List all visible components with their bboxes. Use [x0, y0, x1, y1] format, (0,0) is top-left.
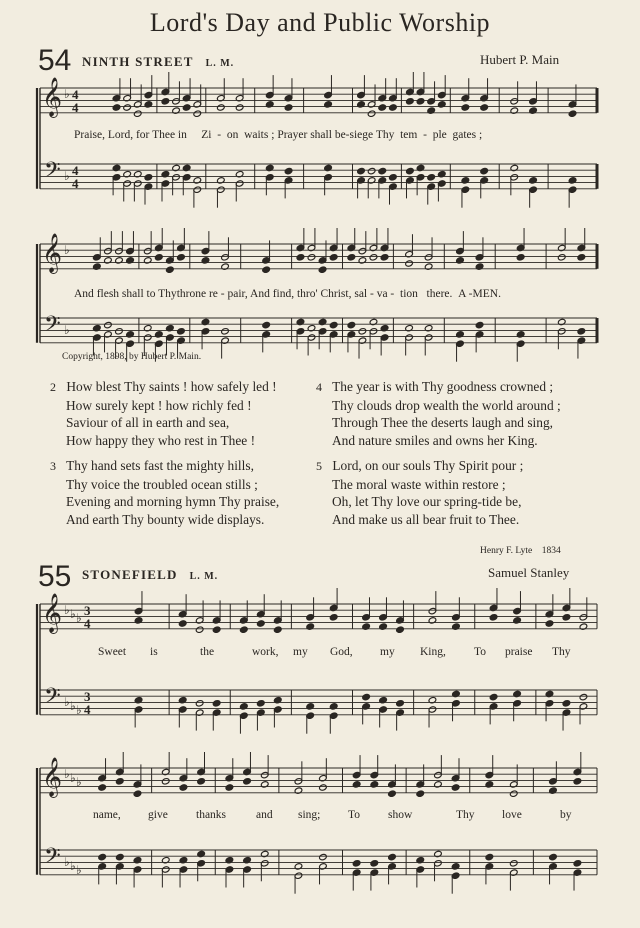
lyric-syllable: in: [177, 129, 187, 141]
stanza-4: [316, 378, 561, 449]
note-head: [166, 266, 175, 273]
note-head: [284, 104, 293, 111]
lyric-syllable: va -: [376, 288, 395, 300]
note-head: [144, 174, 153, 181]
lyric-syllable: Thee: [152, 129, 176, 141]
stanza-text: How blest Thy saints ! how safely led !: [66, 379, 277, 394]
lyric-syllable: Thy: [375, 129, 395, 141]
note-head: [257, 620, 266, 627]
note-head: [388, 853, 397, 860]
time-signature-top: 4: [72, 87, 79, 102]
flat-icon: ♭: [70, 607, 76, 621]
time-signature-bottom: 4: [84, 702, 91, 717]
note-head: [319, 784, 328, 791]
lyric-syllable: name,: [93, 809, 121, 821]
note-head: [133, 110, 142, 117]
hymn-54-meter: L. M.: [205, 58, 235, 69]
lyric-syllable: Thy: [158, 288, 177, 300]
note-head: [177, 254, 186, 261]
stanza-text: Thy hand sets fast the mighty hills,: [66, 458, 254, 473]
stanza-number: 5: [316, 459, 322, 473]
note-head: [225, 784, 234, 791]
lyric-syllable: my: [293, 646, 308, 658]
flat-icon: ♭: [64, 169, 70, 183]
lyric-syllable: love: [502, 809, 522, 821]
note-head: [318, 266, 327, 273]
note-head: [545, 620, 554, 627]
stanza-line: Thy voice the troubled ocean stills ;: [66, 476, 258, 492]
stanza-line: [316, 378, 561, 397]
note-head: [362, 693, 371, 700]
stanza-line: [316, 457, 523, 476]
lyric-syllable: sal -: [354, 288, 374, 300]
note-head: [573, 778, 582, 785]
note-head: [480, 167, 489, 174]
lyric-syllable: To: [474, 646, 486, 658]
stanza-number: 3: [50, 459, 56, 473]
note-head: [577, 328, 586, 335]
note-head: [389, 104, 398, 111]
treble-clef-icon: 𝄞: [42, 77, 63, 117]
hymn-55-tune-line: [82, 566, 218, 584]
stanza-text: Lord, on our souls Thy Spirit pour ;: [332, 458, 524, 473]
lyric-syllable: throne: [176, 288, 207, 300]
note-head: [155, 254, 164, 261]
lyric-syllable: Zi: [201, 129, 212, 141]
note-head: [369, 254, 378, 261]
stanza-line: Evening and morning hymn Thy praise,: [66, 494, 280, 509]
note-head: [562, 700, 571, 707]
note-head: [195, 700, 204, 707]
note-head: [221, 328, 230, 335]
treble-clef-icon: 𝄞: [42, 593, 63, 633]
note-head: [461, 104, 470, 111]
lyric-syllable: for: [135, 129, 150, 141]
lyric-syllable: tion: [400, 288, 418, 300]
stanza-line: And nature smiles and owns her King.: [332, 432, 538, 448]
flat-icon: ♭: [70, 859, 76, 873]
note-head: [451, 784, 460, 791]
time-signature-top: 4: [72, 163, 79, 178]
lyric-syllable: shall: [121, 288, 144, 300]
lyric-syllable: Christ,: [320, 288, 352, 300]
lyric-syllable: show: [388, 809, 413, 821]
note-head: [212, 700, 221, 707]
note-head: [329, 254, 338, 261]
note-head: [358, 328, 367, 335]
note-head: [568, 110, 577, 117]
note-head: [480, 104, 489, 111]
flat-icon: ♭: [64, 87, 70, 101]
note-head: [347, 321, 356, 328]
note-head: [352, 860, 361, 867]
copyright-notice: Copyright, 1898, by Hubert P. Main.: [62, 352, 202, 362]
note-head: [284, 167, 293, 174]
note-head: [262, 266, 271, 273]
note-head: [98, 784, 107, 791]
treble-clef-icon: 𝄞: [42, 757, 63, 797]
bass-clef-icon: 𝄢: [44, 684, 61, 714]
note-head: [116, 778, 125, 785]
lyric-syllable: Thy: [552, 646, 571, 658]
note-head: [367, 167, 376, 174]
hymn-54-lyrics-line-2: [74, 288, 501, 300]
lyric-syllable: work,: [252, 646, 279, 658]
note-head: [115, 328, 124, 335]
lyric-syllable: Prayer: [277, 129, 308, 141]
hymn-54-composer: Hubert P. Main: [480, 52, 560, 67]
note-head: [177, 328, 186, 335]
page-title: Lord's Day and Public Worship: [149, 8, 491, 37]
note-head: [427, 174, 436, 181]
stanza-line: Oh, let Thy love our spring-tide be,: [332, 494, 522, 509]
flat-icon: ♭: [64, 603, 70, 617]
flat-icon: ♭: [64, 767, 70, 781]
author-year: 1834: [541, 546, 561, 556]
bass-clef-icon: 𝄢: [44, 844, 61, 874]
stanza-line: The moral waste within restore ;: [332, 476, 506, 492]
lyric-syllable: ple: [432, 129, 447, 141]
note-head: [347, 254, 356, 261]
flat-icon: ♭: [76, 775, 82, 789]
lyric-syllable: shall: [310, 129, 332, 141]
lyric-syllable: find,: [272, 288, 295, 300]
note-head: [378, 104, 387, 111]
author-credit: [480, 546, 561, 556]
note-head: [274, 626, 283, 633]
note-head: [510, 860, 519, 867]
note-head: [307, 254, 316, 261]
note-head: [116, 853, 125, 860]
stanza-line: [50, 378, 277, 397]
hymn-55-number: 55: [38, 560, 72, 593]
note-head: [577, 254, 586, 261]
flat-icon: ♭: [64, 243, 70, 257]
note-head: [516, 254, 525, 261]
hymn-55-tune-name: STONEFIELD: [82, 567, 178, 582]
note-head: [489, 614, 498, 621]
note-head: [510, 790, 519, 797]
hymn-54-lyrics-line-1: [74, 129, 482, 141]
note-head: [319, 853, 328, 860]
note-head: [406, 167, 415, 174]
time-signature-bottom: 4: [84, 616, 91, 631]
time-signature-bottom: 4: [72, 100, 79, 115]
flat-icon: ♭: [64, 323, 70, 337]
note-head: [98, 853, 107, 860]
note-head: [367, 110, 376, 117]
note-head: [217, 104, 226, 111]
note-head: [195, 626, 204, 633]
note-head: [549, 853, 558, 860]
note-head: [557, 254, 566, 261]
lyric-syllable: gates ;: [452, 129, 483, 141]
lyric-syllable: -: [423, 129, 427, 141]
stanza-number: 4: [316, 380, 322, 394]
note-head: [178, 620, 187, 627]
note-head: [193, 110, 202, 117]
stanza-number: 2: [50, 380, 56, 394]
lyric-syllable: re -: [208, 288, 225, 300]
lyric-syllable: my: [380, 646, 395, 658]
lyric-syllable: praise: [505, 646, 533, 658]
stanza-line: How surely kept ! how richly fed !: [66, 397, 252, 413]
bass-clef-icon: 𝄢: [44, 312, 61, 342]
note-head: [212, 626, 221, 633]
stanza-line: And make us all bear fruit to Thee.: [332, 511, 520, 527]
note-head: [161, 98, 170, 105]
lyric-syllable: -: [217, 129, 222, 141]
note-head: [396, 700, 405, 707]
note-head: [406, 98, 415, 105]
stanza-line: How happy they who rest in Thee !: [66, 432, 256, 448]
time-signature-top: 3: [84, 603, 91, 618]
bass-clef-icon: 𝄢: [44, 158, 61, 188]
note-head: [416, 790, 425, 797]
note-head: [405, 260, 414, 267]
lyric-syllable: pair,: [227, 288, 248, 300]
note-head: [240, 626, 249, 633]
note-head: [179, 784, 188, 791]
note-head: [378, 167, 387, 174]
lyric-syllable: Sweet: [98, 646, 127, 658]
lyric-syllable: is: [150, 646, 158, 658]
author-name: Henry F. Lyte: [480, 546, 533, 556]
stanza-line: Thy clouds drop wealth the world around ;: [332, 397, 561, 413]
lyric-syllable: sing;: [298, 809, 321, 821]
lyric-syllable: to: [146, 288, 156, 300]
lyric-syllable: waits ;: [244, 129, 275, 141]
lyric-syllable: give: [148, 809, 168, 821]
note-head: [485, 853, 494, 860]
note-head: [416, 98, 425, 105]
lyric-syllable: the: [200, 646, 215, 658]
lyric-syllable: King,: [420, 646, 446, 658]
lyric-syllable: And: [74, 288, 94, 300]
note-head: [370, 860, 379, 867]
flat-icon: ♭: [76, 863, 82, 877]
lyric-syllable: thanks: [196, 809, 227, 821]
lyric-syllable: and: [256, 809, 273, 821]
note-head: [197, 778, 206, 785]
lyric-syllable: thro': [296, 288, 318, 300]
stanza-line: Saviour of all in earth and sea,: [66, 415, 230, 430]
stanza-line: And earth Thy bounty wide displays.: [66, 511, 265, 527]
flat-icon: ♭: [64, 695, 70, 709]
note-head: [133, 790, 142, 797]
lyric-syllable: God,: [330, 646, 353, 658]
note-head: [161, 778, 170, 785]
note-head: [396, 626, 405, 633]
flat-icon: ♭: [76, 611, 82, 625]
lyric-syllable: there.: [426, 288, 453, 300]
time-signature-bottom: 4: [72, 176, 79, 191]
lyric-syllable: be-: [334, 129, 350, 141]
note-head: [579, 693, 588, 700]
note-head: [389, 174, 398, 181]
lyric-syllable: A -: [458, 288, 473, 300]
note-head: [235, 104, 244, 111]
lyric-syllable: siege: [349, 129, 374, 141]
note-head: [257, 700, 266, 707]
lyric-syllable: tem: [400, 129, 418, 141]
note-head: [329, 614, 338, 621]
flat-icon: ♭: [64, 855, 70, 869]
note-head: [329, 321, 338, 328]
note-head: [296, 254, 305, 261]
lyric-syllable: MEN.: [472, 288, 501, 300]
lyric-syllable: flesh: [96, 288, 120, 300]
note-head: [475, 321, 484, 328]
lyric-syllable: Praise,: [74, 129, 105, 141]
treble-clef-icon: 𝄞: [42, 233, 63, 273]
stanza-3: [50, 457, 279, 528]
stanza-line: [50, 457, 279, 476]
time-signature-top: 3: [84, 689, 91, 704]
hymn-54-tune-name: NINTH STREET: [82, 54, 194, 69]
note-head: [112, 104, 121, 111]
note-head: [182, 104, 191, 111]
lyric-syllable: Thy: [456, 809, 475, 821]
lyric-syllable: And: [250, 288, 270, 300]
lyric-syllable: by: [560, 809, 572, 821]
note-head: [262, 321, 271, 328]
lyric-syllable: Lord,: [107, 129, 134, 141]
lyric-syllable: on: [226, 129, 239, 141]
note-head: [489, 693, 498, 700]
flat-icon: ♭: [76, 703, 82, 717]
stanza-2: [50, 378, 277, 449]
hymn-54-number: 54: [38, 44, 72, 77]
note-head: [573, 860, 582, 867]
note-head: [380, 254, 389, 261]
lyric-syllable: To: [348, 809, 360, 821]
hymn-55-meter: L. M.: [189, 571, 219, 582]
flat-icon: ♭: [70, 771, 76, 785]
hymn-55-composer: Samuel Stanley: [488, 565, 570, 580]
flat-icon: ♭: [70, 699, 76, 713]
note-head: [123, 104, 132, 111]
note-head: [357, 167, 366, 174]
note-head: [562, 614, 571, 621]
note-head: [243, 778, 252, 785]
stanza-line: Through Thee the deserts laugh and sing,: [332, 415, 554, 430]
note-head: [388, 790, 397, 797]
stanza-5: [316, 457, 523, 528]
stanza-text: The year is with Thy goodness crowned ;: [332, 379, 554, 394]
note-head: [104, 321, 113, 328]
